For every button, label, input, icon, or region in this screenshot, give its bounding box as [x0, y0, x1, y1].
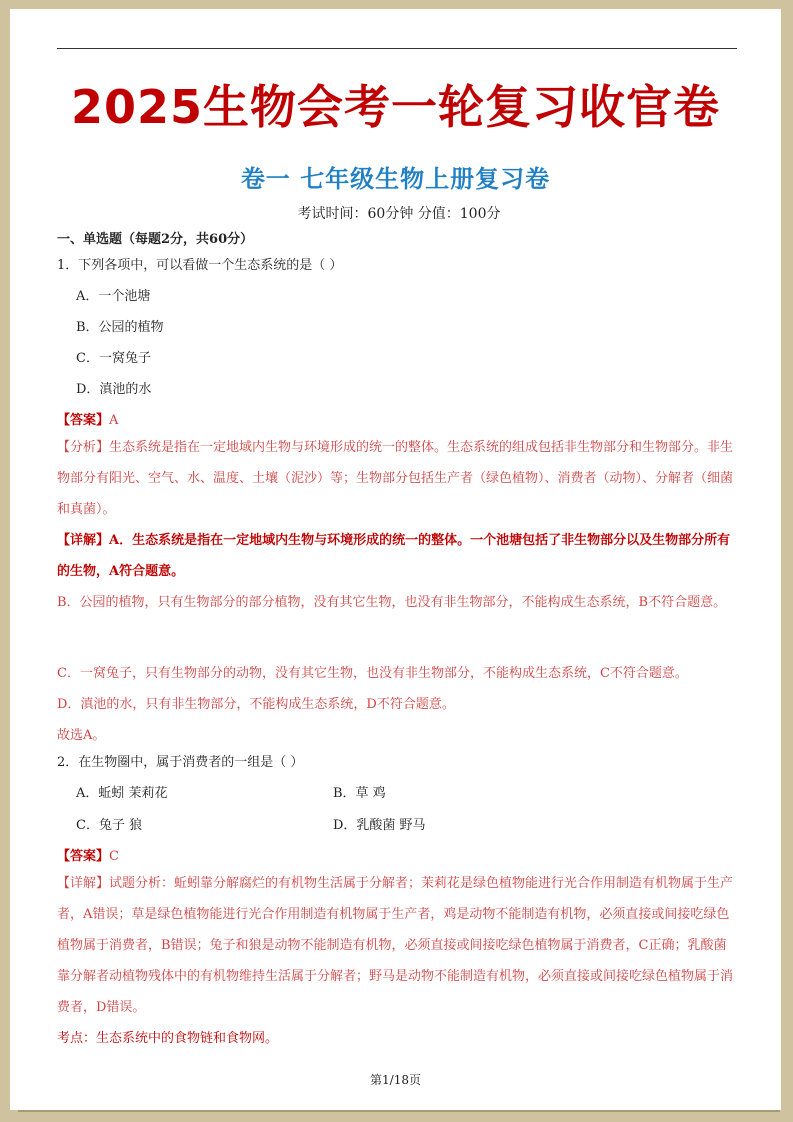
- document-title: 2025生物会考一轮复习收官卷: [70, 80, 721, 134]
- answer-value: A: [109, 413, 119, 428]
- q1-answer: [57, 409, 118, 428]
- q1-conclusion: 故选A。: [57, 728, 106, 743]
- q1-detail-d: D．滇池的水，只有非生物部分，不能构成生态系统，D不符合题意。: [57, 697, 455, 712]
- q2-detail: [57, 868, 739, 1023]
- q1-detail-c: C．一窝兔子，只有生物部分的动物，没有其它生物，也没有非生物部分，不能构成生态系统，C不符合题意。: [57, 666, 688, 681]
- q1-option-c: C．一窝兔子: [76, 351, 151, 366]
- q1-detail: [57, 525, 739, 587]
- detail-label: 【详解】: [57, 876, 110, 891]
- q1-option-a: A．一个池塘: [76, 289, 151, 304]
- q2-answer: [57, 845, 119, 864]
- q2-kaodian: 考点：生态系统中的食物链和食物网。: [57, 1031, 279, 1046]
- q1-option-b: B．公园的植物: [76, 320, 164, 335]
- question-1-stem: 1．下列各项中，可以看做一个生态系统的是（ ）: [57, 258, 343, 273]
- answer-value: C: [109, 849, 119, 864]
- document-page: [10, 9, 781, 1110]
- detail-text: A．生态系统是指在一定地域内生物与环境形成的统一的整体。一个池塘包括了非生物部分以及生物部分所有的生物，A符合题意。: [57, 533, 731, 579]
- q1-detail-b: B．公园的植物，只有生物部分的部分植物，没有其它生物，也没有非生物部分，不能构成生态系统，B不符合题意。: [57, 595, 727, 610]
- q1-analysis: [57, 432, 739, 525]
- analysis-label: 【分析】: [57, 440, 110, 455]
- q2-option-d: D．乳酸菌 野马: [333, 818, 426, 833]
- exam-info: 考试时间：60分钟 分值：100分: [297, 206, 501, 222]
- header-rule: [57, 48, 737, 49]
- page-number: 第1/18页: [370, 1073, 421, 1087]
- analysis-text: 生态系统是指在一定地域内生物与环境形成的统一的整体。生态系统的组成包括非生物部分和生物部分。非生物部分有阳光、空气、水、温度、土壤（泥沙）等；生物部分包括生产者（绿色植物）、消费者（动物）、分解者（细菌和真菌）。: [57, 440, 734, 517]
- q1-option-d: D．滇池的水: [76, 382, 152, 397]
- answer-label: 【答案】: [57, 413, 110, 428]
- detail-text: 试题分析：蚯蚓靠分解腐烂的有机物生活属于分解者；茉莉花是绿色植物能进行光合作用制造有机物属于生产者，A错误；草是绿色植物能进行光合作用制造有机物属于生产者，鸡是动物不能制造有机物，必须直接或间接吃绿色植物属于消费者，B错误；兔子和狼是动物不能制造有机物，必须直接或间接吃绿色植物属于消费者，C正确；乳酸菌靠分解者动植物残体中的有机物维持生活属于分解者；野马是动物不能制造有机物，必须直接或间接吃绿色植物属于消费者，D错误。: [57, 876, 734, 1015]
- detail-label: 【详解】: [57, 533, 110, 548]
- section-heading: 一、单选题（每题2分，共60分）: [57, 232, 254, 247]
- document-subtitle: 卷一 七年级生物上册复习卷: [240, 165, 551, 193]
- question-2-stem: 2．在生物圈中，属于消费者的一组是（ ）: [57, 755, 304, 770]
- q2-option-b: B．草 鸡: [333, 786, 386, 801]
- q2-option-c: C．兔子 狼: [76, 818, 143, 833]
- q2-option-a: A．蚯蚓 茉莉花: [76, 786, 168, 801]
- answer-label: 【答案】: [57, 849, 110, 864]
